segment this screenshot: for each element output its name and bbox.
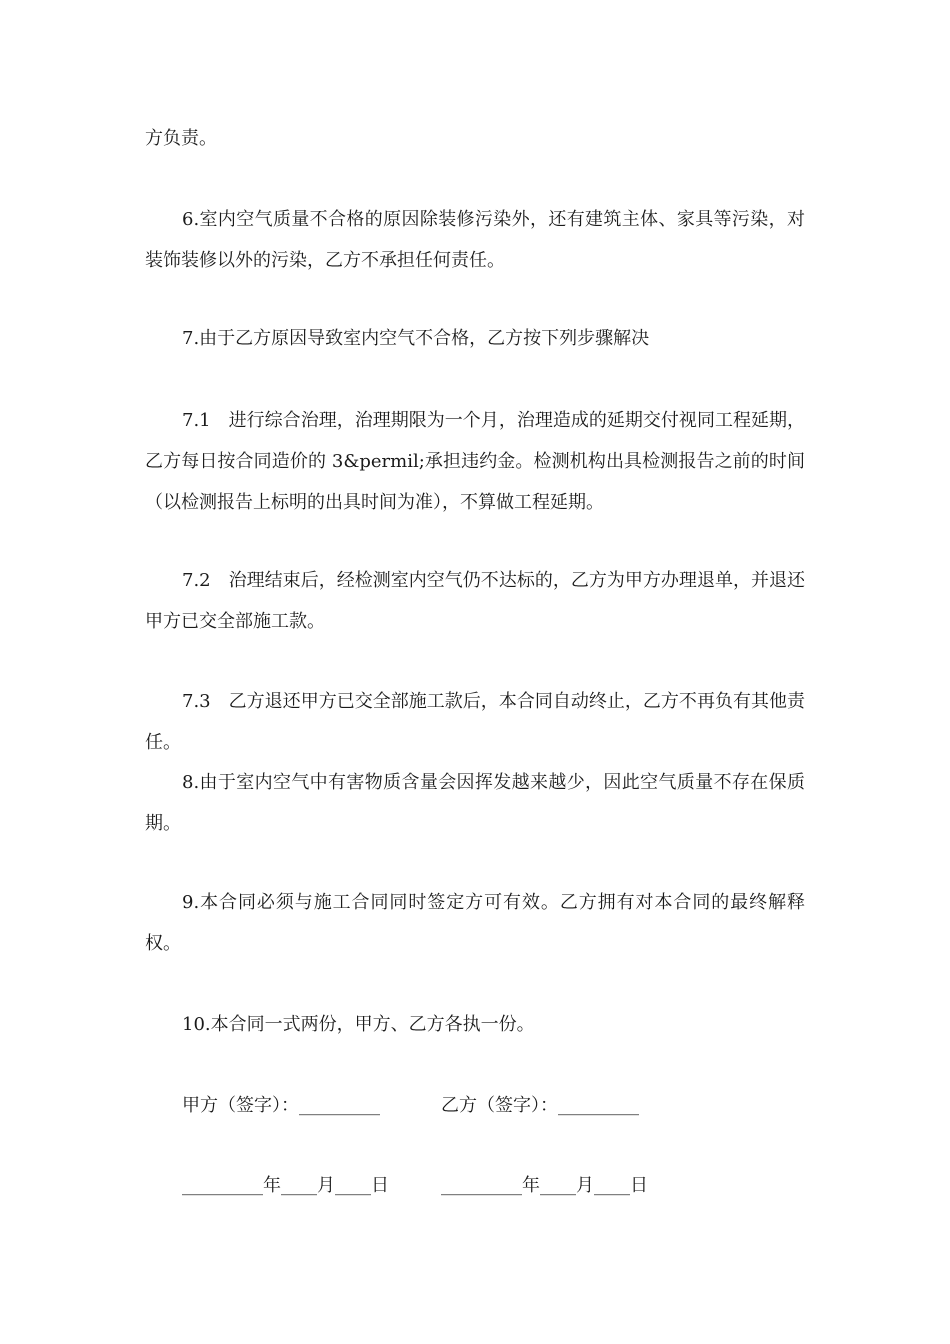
paragraph-clause-10: 10.本合同一式两份，甲方、乙方各执一份。 <box>182 1014 535 1035</box>
party-b-signature: 乙方（签字）：_________ <box>441 1095 639 1116</box>
paragraph-clause-6: 6.室内空气质量不合格的原因除装修污染外，还有建筑主体、家具等污染，对装饰装修以外的污染，乙方不承担任何责任。 <box>145 209 805 271</box>
paragraph-clause-7-2: 7.2 治理结束后，经检测室内空气仍不达标的，乙方为甲方办理退单，并退还甲方已交全部施工款。 <box>145 570 805 632</box>
paragraph-clause-7-1: 7.1 进行综合治理，治理期限为一个月，治理造成的延期交付视同工程延期，乙方每日按合同造价的 3&permil;承担违约金。检测机构出具检测报告之前的时间（以检测报告上标明的出具时间为准），不算做工程延期。 <box>145 410 805 513</box>
paragraph-clause-9: 9.本合同必须与施工合同同时签定方可有效。乙方拥有对本合同的最终解释权。 <box>145 892 805 954</box>
party-a-signature: 甲方（签字）：_________ <box>182 1095 380 1116</box>
paragraph-clause-7-3: 7.3 乙方退还甲方已交全部施工款后，本合同自动终止，乙方不再负有其他责任。 <box>145 691 805 753</box>
paragraph-clause-8: 8.由于室内空气中有害物质含量会因挥发越来越少，因此空气质量不存在保质期。 <box>145 772 805 834</box>
paragraph-clause-7: 7.由于乙方原因导致室内空气不合格，乙方按下列步骤解决 <box>182 328 650 349</box>
party-a-date: _________年____月____日 <box>182 1175 389 1196</box>
party-b-date: _________年____月____日 <box>441 1175 648 1196</box>
paragraph-continuation: 方负责。 <box>145 128 217 149</box>
